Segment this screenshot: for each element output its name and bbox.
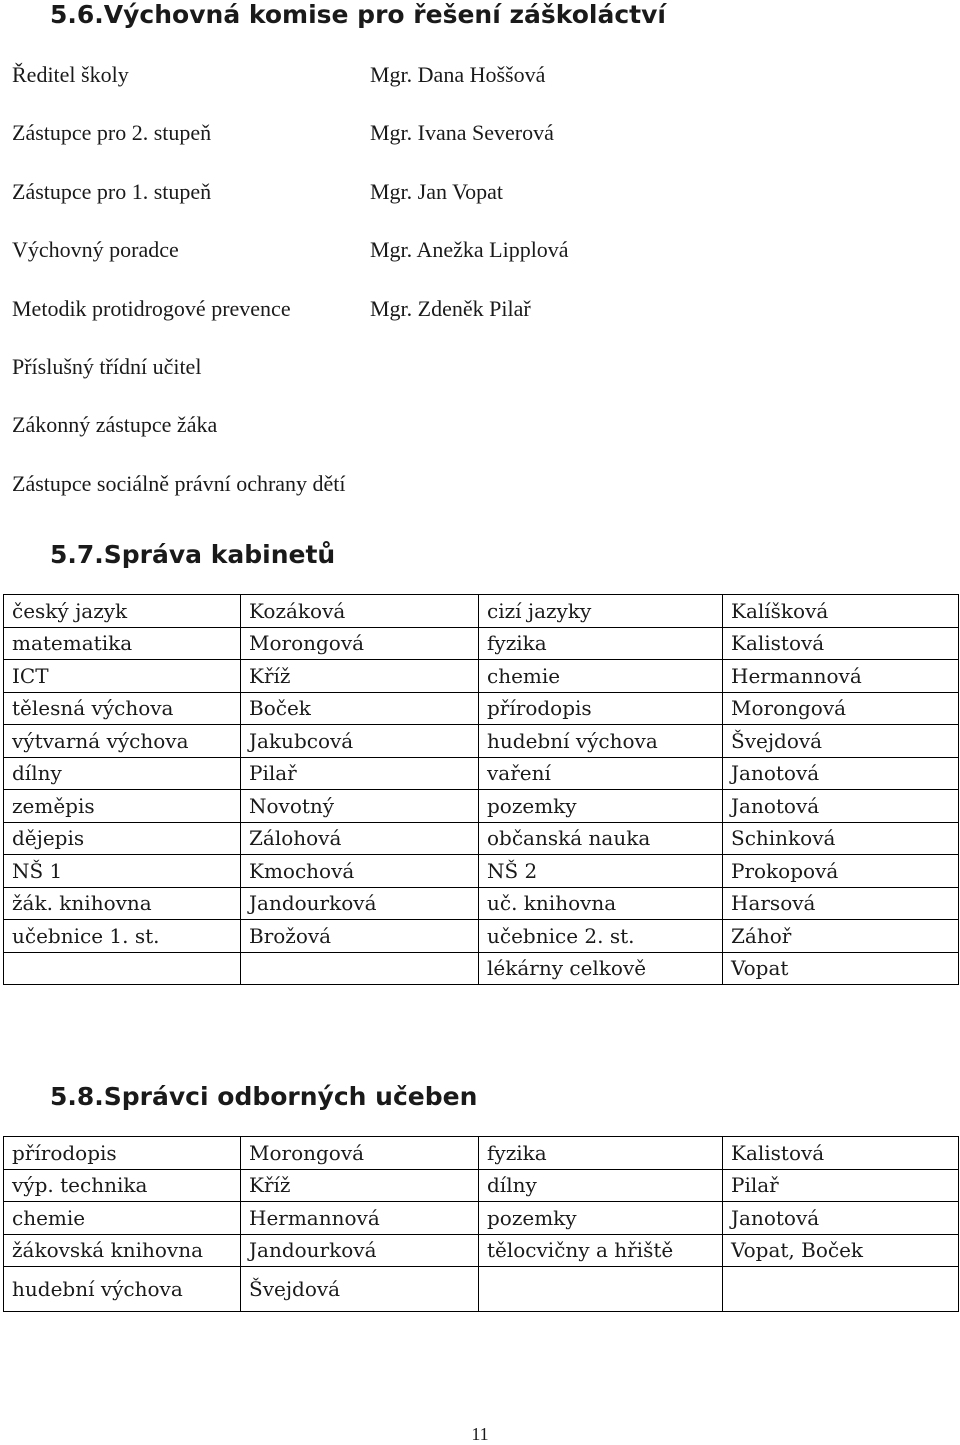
manager-cell: Janotová [723,1202,959,1235]
subject-cell: cizí jazyky [479,595,723,628]
classroom-cell [479,1267,723,1312]
subject-cell: uč. knihovna [479,887,723,920]
subject-cell: chemie [479,660,723,693]
subject-cell: český jazyk [4,595,241,628]
manager-cell: Jandourková [241,1234,479,1267]
table-row [4,952,959,985]
commission-row [12,104,942,162]
manager-cell: Kříž [241,1169,479,1202]
commission-row [12,46,942,104]
subject-cell: učebnice 1. st. [4,920,241,953]
manager-cell: Kříž [241,660,479,693]
table-row [4,790,959,823]
role-label: Zástupce sociálně právní ochrany dětí [12,470,346,496]
classrooms-table [3,1136,959,1312]
subject-cell: přírodopis [479,692,723,725]
member-name: Mgr. Ivana Severová [370,120,554,146]
manager-cell [241,952,479,985]
manager-cell: Záhoř [723,920,959,953]
manager-cell: Schinková [723,822,959,855]
manager-cell: Pilař [241,757,479,790]
subject-cell: ICT [4,660,241,693]
subject-cell: hudební výchova [479,725,723,758]
subject-cell: tělesná výchova [4,692,241,725]
manager-cell: Morongová [241,627,479,660]
commission-row [12,455,942,513]
table-row [4,920,959,953]
table-row [4,692,959,725]
manager-cell: Hermannová [241,1202,479,1235]
member-name: Mgr. Zdeněk Pilař [370,295,531,321]
manager-cell: Janotová [723,790,959,823]
member-name: Mgr. Anežka Lipplová [370,237,569,263]
manager-cell: Kozáková [241,595,479,628]
classroom-cell: dílny [479,1169,723,1202]
subject-cell: výtvarná výchova [4,725,241,758]
manager-cell [723,1267,959,1312]
section-heading-cabinets: 5.7.Správa kabinetů [50,540,336,569]
commission-row [12,221,942,279]
subject-cell: pozemky [479,790,723,823]
role-label: Příslušný třídní učitel [12,353,202,379]
manager-cell: Janotová [723,757,959,790]
table-row [4,887,959,920]
subject-cell: lékárny celkově [479,952,723,985]
table-row [4,822,959,855]
subject-cell: žák. knihovna [4,887,241,920]
role-label: Zákonný zástupce žáka [12,412,218,438]
subject-cell: vaření [479,757,723,790]
table-row [4,1234,959,1267]
manager-cell: Pilař [723,1169,959,1202]
subject-cell: NŠ 2 [479,855,723,888]
table-row [4,1267,959,1312]
commission-row [12,280,942,338]
role-label: Zástupce pro 2. stupeň [12,120,212,146]
subject-cell: dílny [4,757,241,790]
commission-list [12,46,942,513]
classroom-cell: žákovská knihovna [4,1234,241,1267]
subject-cell: NŠ 1 [4,855,241,888]
commission-row [12,338,942,396]
manager-cell: Kalistová [723,627,959,660]
manager-cell: Vopat, Boček [723,1234,959,1267]
role-label: Ředitel školy [12,62,129,87]
role-label: Zástupce pro 1. stupeň [12,178,212,204]
manager-cell: Kalistová [723,1137,959,1170]
manager-cell: Švejdová [241,1267,479,1312]
classroom-cell: přírodopis [4,1137,241,1170]
section-heading-classrooms: 5.8.Správci odborných učeben [50,1082,478,1111]
table-row [4,627,959,660]
manager-cell: Zálohová [241,822,479,855]
table-row [4,757,959,790]
manager-cell: Hermannová [723,660,959,693]
role-label: Metodik protidrogové prevence [12,295,291,321]
manager-cell: Jakubcová [241,725,479,758]
table-row [4,1137,959,1170]
subject-cell: občanská nauka [479,822,723,855]
commission-row [12,396,942,454]
manager-cell: Morongová [723,692,959,725]
manager-cell: Morongová [241,1137,479,1170]
manager-cell: Boček [241,692,479,725]
role-label: Výchovný poradce [12,237,179,263]
manager-cell: Novotný [241,790,479,823]
classroom-cell: chemie [4,1202,241,1235]
classroom-cell: hudební výchova [4,1267,241,1312]
manager-cell: Brožová [241,920,479,953]
classroom-cell: fyzika [479,1137,723,1170]
subject-cell: matematika [4,627,241,660]
classroom-cell: výp. technika [4,1169,241,1202]
manager-cell: Jandourková [241,887,479,920]
table-row [4,855,959,888]
section-heading-commission: 5.6.Výchovná komise pro řešení záškoláctví [50,0,666,29]
manager-cell: Kalíšková [723,595,959,628]
table-row [4,1202,959,1235]
manager-cell: Kmochová [241,855,479,888]
subject-cell: dějepis [4,822,241,855]
classroom-cell: tělocvičny a hřiště [479,1234,723,1267]
subject-cell [4,952,241,985]
classroom-cell: pozemky [479,1202,723,1235]
manager-cell: Švejdová [723,725,959,758]
page-number: 11 [471,1424,489,1444]
member-name: Mgr. Dana Hoššová [370,62,546,87]
table-row [4,595,959,628]
member-name: Mgr. Jan Vopat [370,178,504,204]
manager-cell: Vopat [723,952,959,985]
manager-cell: Prokopová [723,855,959,888]
subject-cell: fyzika [479,627,723,660]
table-row [4,1169,959,1202]
table-row [4,660,959,693]
commission-row [12,163,942,221]
manager-cell: Harsová [723,887,959,920]
table-row [4,725,959,758]
subject-cell: učebnice 2. st. [479,920,723,953]
cabinets-table [3,594,959,985]
subject-cell: zeměpis [4,790,241,823]
